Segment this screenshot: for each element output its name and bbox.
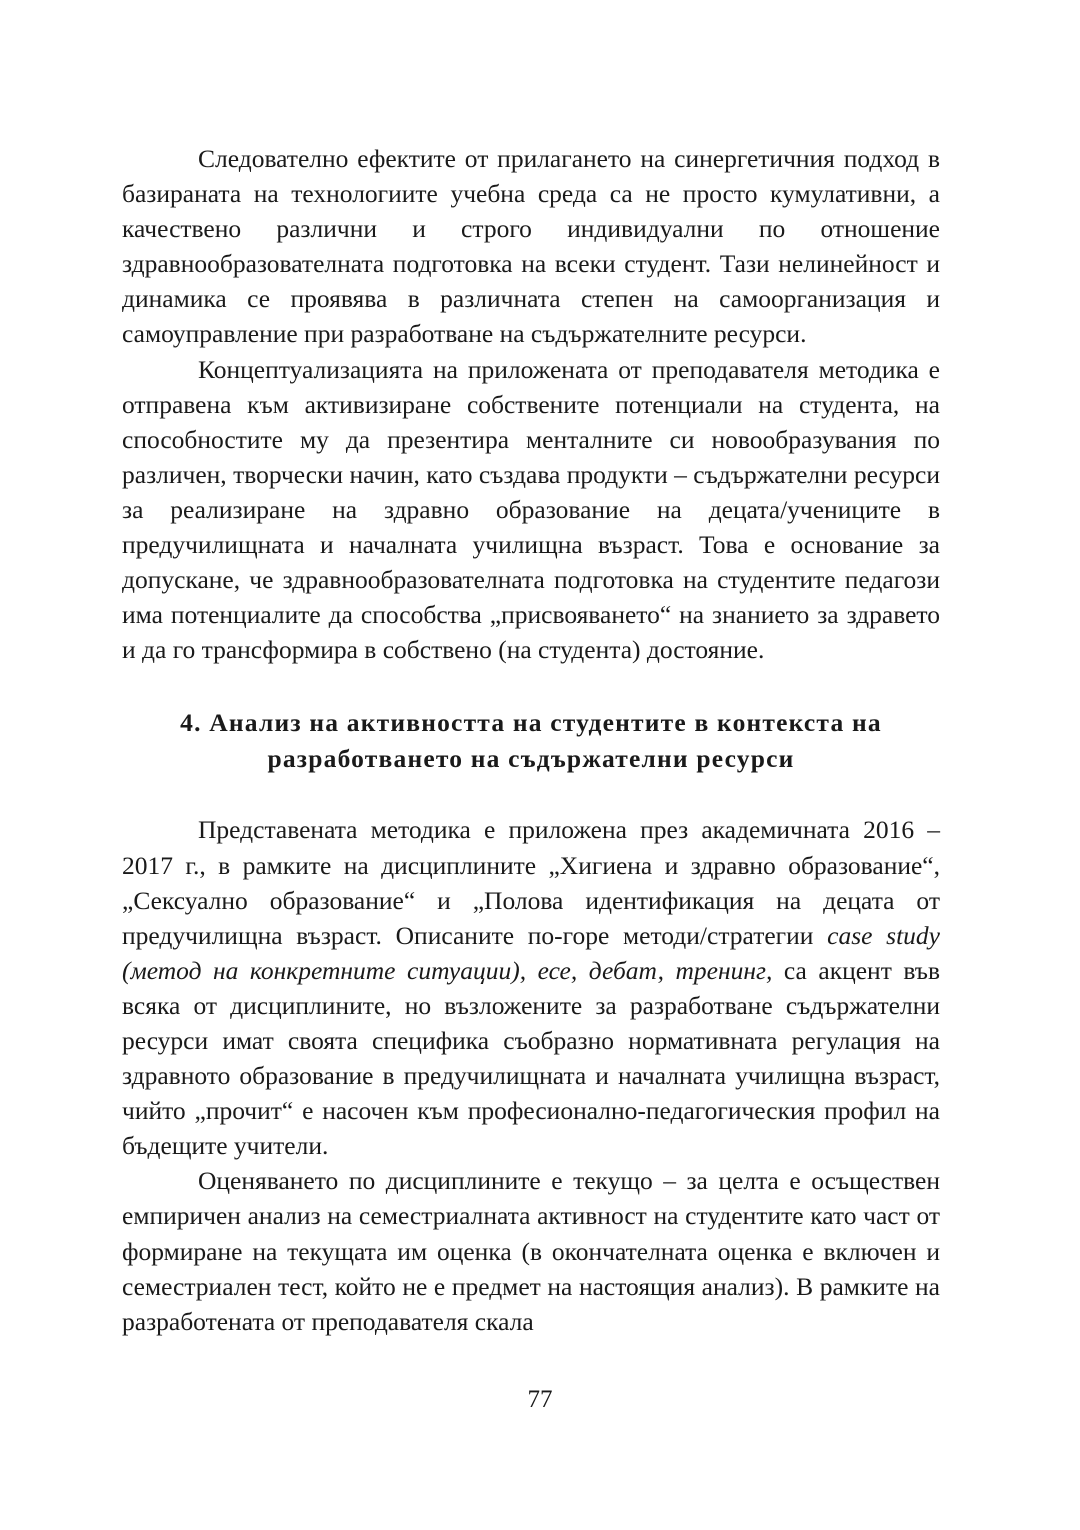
section-heading (122, 705, 940, 776)
page-body (122, 141, 940, 1339)
paragraph-4: Оценяването по дисциплините е текущо – за целта е осъществен емпиричен анализ на семестриалната активност на студентите като част от формиране на текущата им оценка (в окончателната оценка е включен и семестриален тест, който не е предмет на настоящия анализ). В рамките на разработената от преподавателя скала (122, 1166, 940, 1336)
paragraph-3-italic-methods: case study (метод на конкретните ситуации), есе, дебат, тренинг, (122, 920, 940, 985)
page-number: 77 (527, 1386, 553, 1413)
paragraph-3 (122, 812, 940, 1163)
section-heading-line-1: 4. Анализ на активността на студентите в контекста на (180, 708, 882, 738)
paragraph-1: Следователно ефектите от прилагането на синергетичния подход в базираната на технологиите учебна среда са не просто кумулативни, а качествено различни и строго индивидуални по отношение здравнообразователната подготовка на всеки студент. Тази нелинейност и динамика се проявява в различната степен на самоорганизация и самоуправление при разработване на съдържателните ресурси. (122, 144, 940, 349)
paragraph-3-text-before: Представената методика е приложена през академичната 2016 – 2017 г., в рамките на дисциплините „Хигиена и здравно образование“, „Сексуално образование“ и „Полова идентификация на децата от предучилищна възраст. Описаните по-горе методи/стратегии (122, 815, 940, 950)
paragraph-2: Концептуализацията на приложената от преподавателя методика е отправена към активизиране собствените потенциали на студента, на способностите му да презентира менталните си новообразувания по различен, творчески начин, като създава продукти – съдържателни ресурси за реализиране на здравно образование на децата/учениците в предучилищната и началната училищна възраст. Това е основание за допускане, че здравнообразователната подготовка на студентите педагози има потенциалите да способства „присвояването“ на знанието за здравето и да го трансформира в собствено (на студента) достояние. (122, 354, 940, 665)
paragraph-3-text-after: са акцент във всяка от дисциплините, но възложените за разработване съдържателни ресурси имат своята специфика съобразно нормативната регулация на здравното образование в предучилищната и началната училищна възраст, чийто „прочит“ е насочен към професионално-педагогическия профил на бъдещите учители. (122, 955, 941, 1161)
section-heading-line-2: разработването на съдържателни ресурси (267, 743, 795, 773)
